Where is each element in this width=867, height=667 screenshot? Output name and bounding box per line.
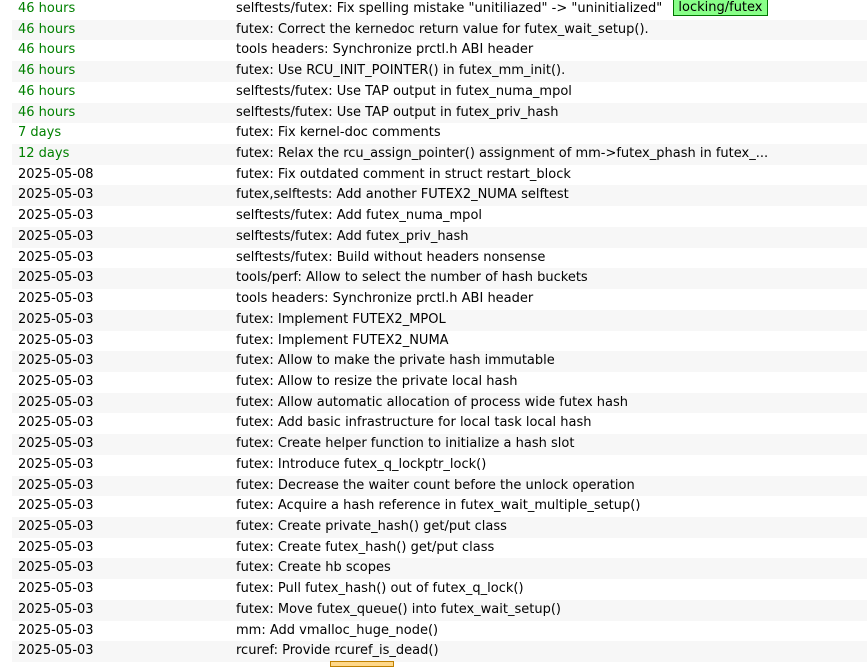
commit-row — [12, 621, 867, 642]
commit-age: 2025-05-03 — [18, 518, 94, 534]
commit-age: 2025-05-03 — [18, 622, 94, 638]
commit-subject-cell — [236, 165, 867, 186]
commit-subject-cell — [236, 227, 867, 248]
commit-subject-link[interactable]: futex: Create private_hash() get/put class — [236, 518, 507, 534]
commit-subject-link[interactable]: futex: Create helper function to initialize a hash slot — [236, 436, 575, 452]
commit-row — [12, 517, 867, 538]
commit-subject-link[interactable]: selftests/futex: Use TAP output in futex_numa_mpol — [236, 83, 572, 99]
commit-age: 46 hours — [18, 21, 76, 37]
commit-age: 12 days — [18, 146, 70, 162]
commit-row — [12, 40, 867, 61]
commit-row — [12, 413, 867, 434]
commit-row — [12, 558, 867, 579]
commit-subject-cell — [236, 82, 867, 103]
commit-age: 2025-05-03 — [18, 415, 94, 431]
next-row-decoration-peek — [330, 661, 394, 667]
commit-subject-link[interactable]: mm: Add vmalloc_huge_node() — [236, 622, 439, 638]
commit-age: 2025-05-03 — [18, 332, 94, 348]
commit-subject-cell — [236, 310, 867, 331]
commit-subject-cell — [236, 600, 867, 621]
commit-subject-cell — [236, 103, 867, 124]
commit-subject-link[interactable]: tools headers: Synchronize prctl.h ABI header — [236, 291, 534, 307]
commit-age: 7 days — [18, 125, 62, 141]
commit-subject-link[interactable]: futex: Allow automatic allocation of process wide futex hash — [236, 394, 628, 410]
commit-subject-cell — [236, 331, 867, 352]
commit-subject-link[interactable]: selftests/futex: Add futex_priv_hash — [236, 228, 469, 244]
commit-subject-link[interactable]: futex: Fix outdated comment in struct restart_block — [236, 166, 571, 182]
commit-row — [12, 165, 867, 186]
commit-subject-cell — [236, 61, 867, 82]
commit-age: 46 hours — [18, 104, 76, 120]
commit-subject-cell — [236, 248, 867, 269]
commit-row — [12, 248, 867, 269]
commit-subject-link[interactable]: tools/perf: Allow to select the number of hash buckets — [236, 270, 588, 286]
commit-row — [12, 123, 867, 144]
commit-subject-link[interactable]: futex: Correct the kernedoc return value for futex_wait_setup(). — [236, 21, 649, 37]
commit-age: 2025-05-03 — [18, 456, 94, 472]
commit-row — [12, 268, 867, 289]
commit-row — [12, 0, 867, 20]
commit-subject-cell — [236, 0, 867, 20]
commit-age: 46 hours — [18, 42, 76, 58]
commit-log-list — [12, 0, 867, 662]
commit-subject-link[interactable]: futex: Acquire a hash reference in futex_wait_multiple_setup() — [236, 498, 641, 514]
commit-age: 46 hours — [18, 63, 76, 79]
commit-subject-cell — [236, 185, 867, 206]
commit-age: 2025-05-03 — [18, 249, 94, 265]
commit-row — [12, 372, 867, 393]
commit-subject-cell — [236, 621, 867, 642]
commit-row — [12, 393, 867, 414]
commit-subject-link[interactable]: tools headers: Synchronize prctl.h ABI header — [236, 42, 534, 58]
commit-age: 46 hours — [18, 83, 76, 99]
commit-age: 46 hours — [18, 1, 76, 16]
commit-subject-link[interactable]: futex: Add basic infrastructure for local task local hash — [236, 415, 592, 431]
commit-subject-cell — [236, 393, 867, 414]
commit-age: 2025-05-03 — [18, 373, 94, 389]
commit-subject-link[interactable]: selftests/futex: Add futex_numa_mpol — [236, 208, 483, 224]
commit-subject-cell — [236, 268, 867, 289]
commit-subject-link[interactable]: futex: Create futex_hash() get/put class — [236, 539, 495, 555]
commit-row — [12, 103, 867, 124]
commit-row — [12, 351, 867, 372]
commit-subject-link[interactable]: futex: Relax the rcu_assign_pointer() assignment of mm->futex_phash in futex_... — [236, 146, 769, 162]
commit-subject-cell — [236, 123, 867, 144]
branch-decoration-badge[interactable]: locking/futex — [673, 0, 767, 16]
commit-row — [12, 538, 867, 559]
commit-subject-cell — [236, 579, 867, 600]
commit-row — [12, 641, 867, 662]
commit-row — [12, 310, 867, 331]
commit-age: 2025-05-03 — [18, 311, 94, 327]
commit-subject-cell — [236, 455, 867, 476]
commit-subject-link[interactable]: futex: Create hb scopes — [236, 560, 391, 576]
commit-subject-link[interactable]: futex: Decrease the waiter count before the unlock operation — [236, 477, 635, 493]
commit-row — [12, 331, 867, 352]
commit-subject-cell — [236, 372, 867, 393]
commit-age: 2025-05-03 — [18, 601, 94, 617]
commit-row — [12, 476, 867, 497]
commit-age: 2025-05-08 — [18, 166, 94, 182]
commit-age: 2025-05-03 — [18, 228, 94, 244]
commit-subject-link[interactable]: selftests/futex: Fix spelling mistake "unitiliazed" -> "uninitialized" — [236, 1, 663, 16]
commit-age: 2025-05-03 — [18, 477, 94, 493]
commit-row — [12, 227, 867, 248]
commit-subject-link[interactable]: futex: Allow to make the private hash immutable — [236, 353, 555, 369]
commit-subject-link[interactable]: futex: Use RCU_INIT_POINTER() in futex_mm_init(). — [236, 63, 566, 79]
commit-subject-cell — [236, 351, 867, 372]
commit-subject-link[interactable]: selftests/futex: Use TAP output in futex_priv_hash — [236, 104, 559, 120]
commit-age: 2025-05-03 — [18, 643, 94, 659]
commit-subject-cell — [236, 413, 867, 434]
commit-subject-cell — [236, 20, 867, 41]
commit-subject-cell — [236, 434, 867, 455]
commit-row — [12, 61, 867, 82]
commit-subject-link[interactable]: futex: Fix kernel-doc comments — [236, 125, 441, 141]
commit-subject-cell — [236, 40, 867, 61]
commit-row — [12, 20, 867, 41]
commit-age: 2025-05-03 — [18, 394, 94, 410]
commit-subject-link[interactable]: futex: Introduce futex_q_lockptr_lock() — [236, 456, 487, 472]
commit-subject-cell — [236, 558, 867, 579]
commit-subject-link[interactable]: futex: Pull futex_hash() out of futex_q_lock() — [236, 581, 524, 597]
commit-row — [12, 144, 867, 165]
commit-subject-cell — [236, 496, 867, 517]
commit-subject-cell — [236, 476, 867, 497]
commit-subject-cell — [236, 517, 867, 538]
commit-subject-cell — [236, 538, 867, 559]
commit-subject-link[interactable]: futex,selftests: Add another FUTEX2_NUMA selftest — [236, 187, 569, 203]
commit-age: 2025-05-03 — [18, 208, 94, 224]
commit-subject-link[interactable]: rcuref: Provide rcuref_is_dead() — [236, 643, 439, 659]
commit-subject-cell — [236, 206, 867, 227]
commit-subject-link[interactable]: futex: Allow to resize the private local hash — [236, 373, 518, 389]
commit-row — [12, 434, 867, 455]
commit-row — [12, 289, 867, 310]
commit-row — [12, 579, 867, 600]
commit-row — [12, 600, 867, 621]
commit-row — [12, 185, 867, 206]
commit-age: 2025-05-03 — [18, 539, 94, 555]
commit-age: 2025-05-03 — [18, 560, 94, 576]
commit-subject-cell — [236, 289, 867, 310]
commit-subject-cell — [236, 144, 867, 165]
commit-row — [12, 82, 867, 103]
commit-subject-link[interactable]: futex: Implement FUTEX2_MPOL — [236, 311, 446, 327]
commit-age: 2025-05-03 — [18, 353, 94, 369]
commit-row — [12, 496, 867, 517]
commit-age: 2025-05-03 — [18, 187, 94, 203]
commit-age: 2025-05-03 — [18, 498, 94, 514]
commit-age: 2025-05-03 — [18, 291, 94, 307]
commit-age: 2025-05-03 — [18, 270, 94, 286]
commit-row — [12, 455, 867, 476]
commit-subject-link[interactable]: futex: Implement FUTEX2_NUMA — [236, 332, 449, 348]
commit-age: 2025-05-03 — [18, 581, 94, 597]
commit-subject-cell — [236, 641, 867, 662]
commit-subject-link[interactable]: selftests/futex: Build without headers nonsense — [236, 249, 546, 265]
commit-subject-link[interactable]: futex: Move futex_queue() into futex_wait_setup() — [236, 601, 561, 617]
commit-row — [12, 206, 867, 227]
commit-age: 2025-05-03 — [18, 436, 94, 452]
